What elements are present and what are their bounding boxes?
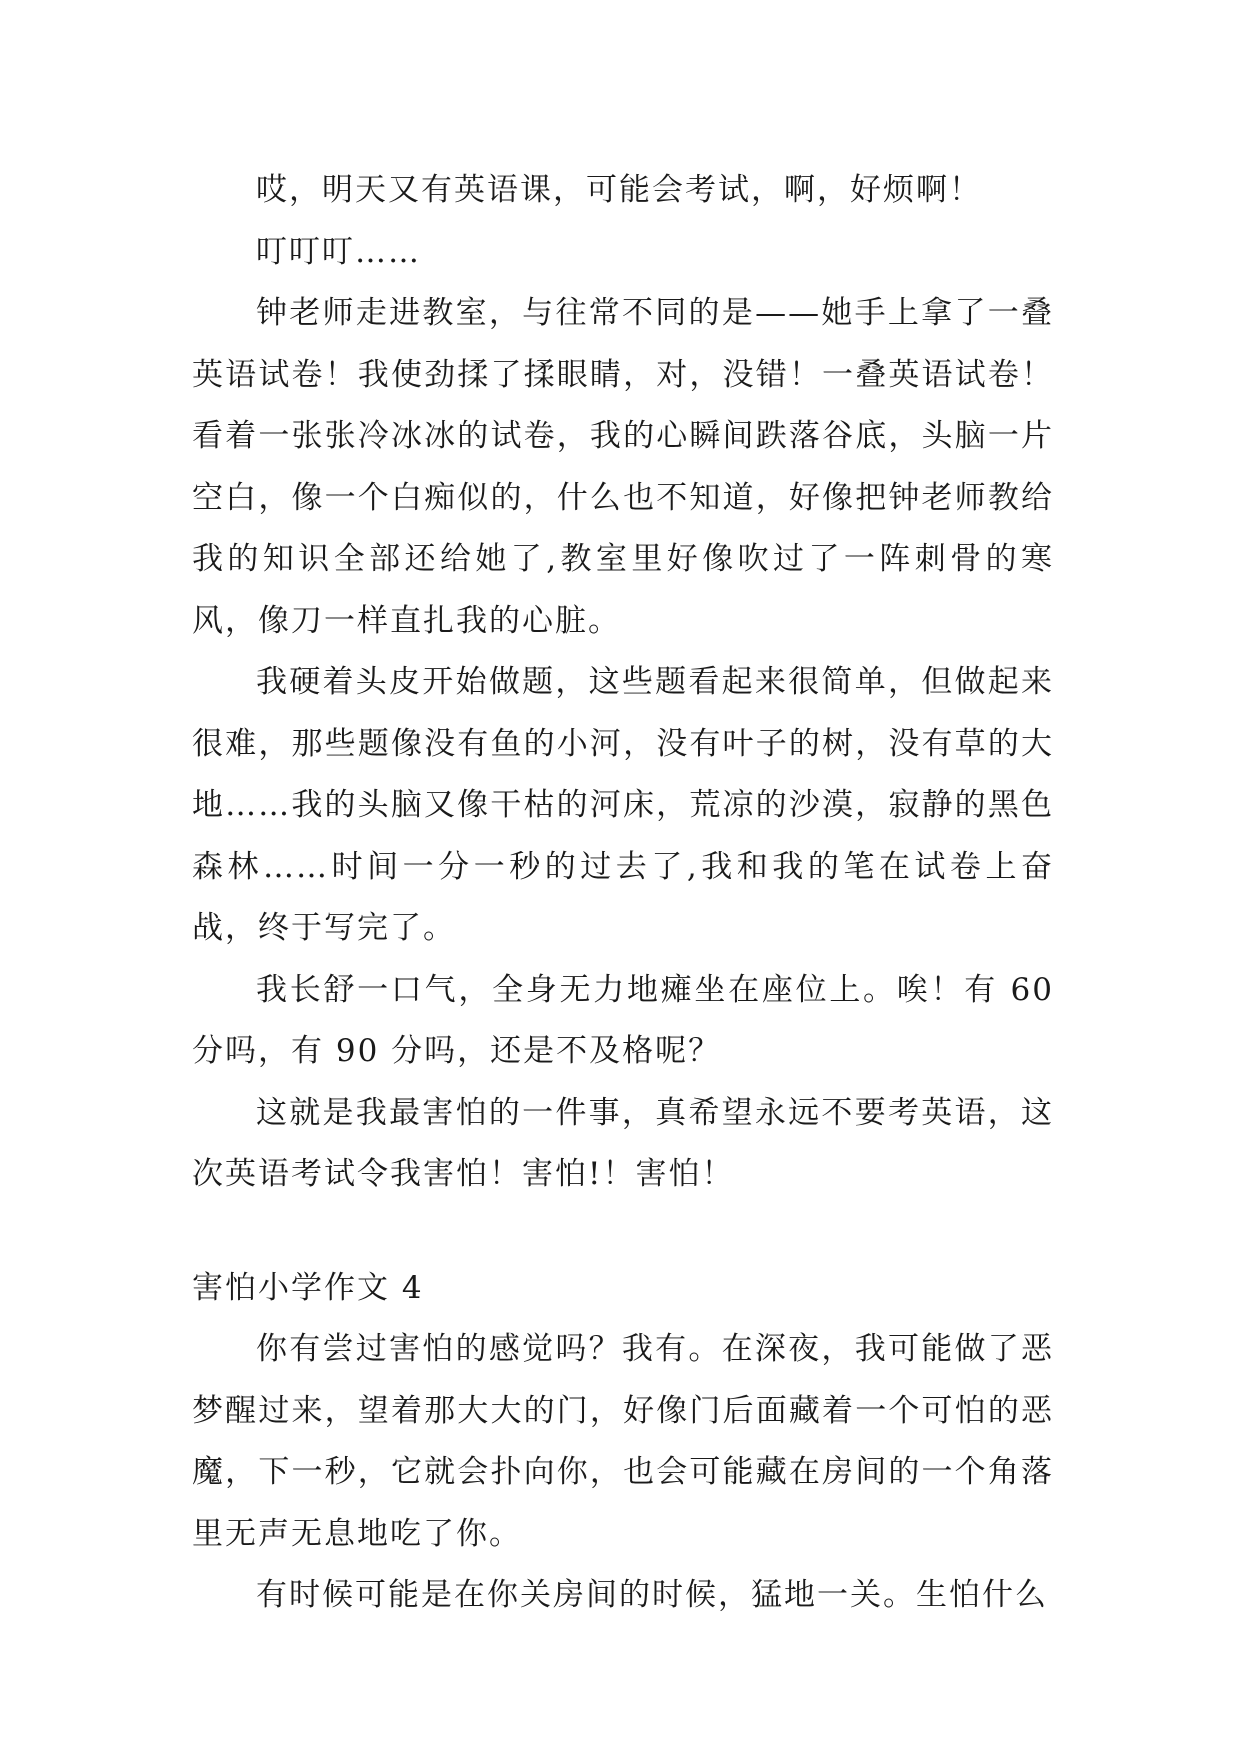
section-title: 害怕小学作文 4 [192, 1269, 424, 1306]
paragraph: 这就是我最害怕的一件事，真希望永远不要考英语，这次英语考试令我害怕！害怕!！害怕！ [192, 1094, 1054, 1192]
paragraph: 叮叮叮…… [256, 233, 421, 270]
paragraph: 有时候可能是在你关房间的时候，猛地一关。生怕什么 [256, 1577, 1048, 1613]
paragraph: 我长舒一口气，全身无力地瘫坐在座位上。唉！有 60 分吗，有 90 分吗，还是不及格呢？ [192, 971, 1054, 1069]
document-body [192, 160, 1054, 1627]
paragraph: 你有尝过害怕的感觉吗？我有。在深夜，我可能做了恶梦醒过来，望着那大大的门，好像门后面藏着一个可怕的恶魔，下一秒，它就会扑向你，也会可能藏在房间的一个角落里无声无息地吃了你。 [192, 1331, 1054, 1552]
paragraph: 哎，明天又有英语课，可能会考试，啊，好烦啊！ [256, 172, 982, 208]
paragraph: 钟老师走进教室，与往常不同的是——她手上拿了一叠英语试卷！我使劲揉了揉眼睛，对，没错！一叠英语试卷！看着一张张冷冰冰的试卷，我的心瞬间跌落谷底，头脑一片空白，像一个白痴似的，什么也不知道，好像把钟老师教给我的知识全部还给她了,教室里好像吹过了一阵刺骨的寒风，像刀一样直扎我的心脏。 [192, 295, 1054, 639]
paragraph: 我硬着头皮开始做题，这些题看起来很简单，但做起来很难，那些题像没有鱼的小河，没有叶子的树，没有草的大地……我的头脑又像干枯的河床，荒凉的沙漠，寂静的黑色森林……时间一分一秒的过去了,我和我的笔在试卷上奋战，终于写完了。 [192, 664, 1054, 946]
